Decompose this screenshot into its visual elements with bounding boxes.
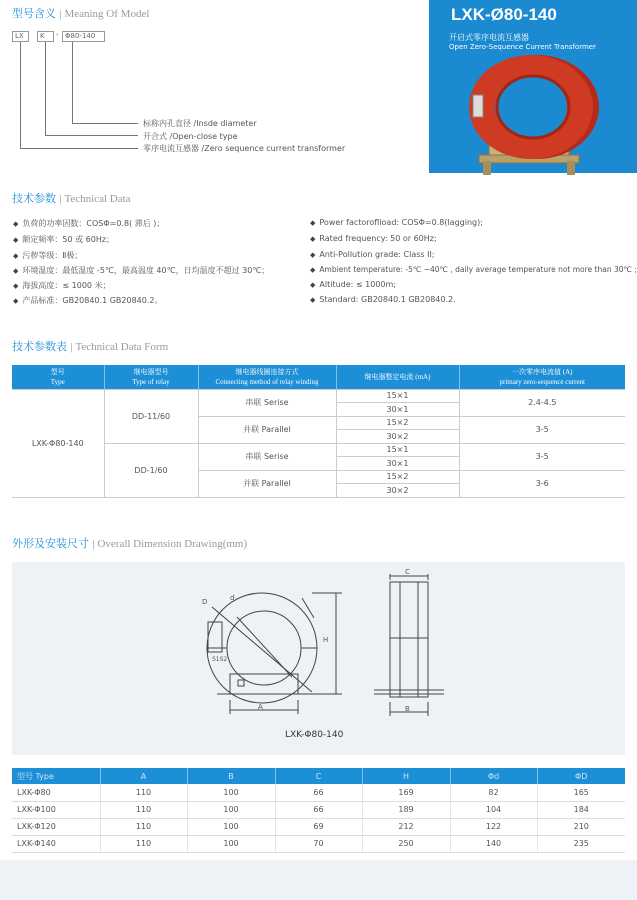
table-header-row [12, 768, 625, 784]
dimension-table [12, 768, 625, 853]
tech-item-en: ◆ Power factoroflload: COSΦ=0.8(lagging); [310, 218, 483, 227]
label-terminals: S1S2 [212, 656, 228, 663]
cell-value: 100 [187, 818, 275, 835]
cell-value: 250 [362, 835, 450, 852]
cell-primary: 3-6 [459, 470, 625, 497]
cell-value: 69 [275, 818, 362, 835]
cell-current: 30×1 [336, 457, 459, 471]
cell-current: 30×2 [336, 430, 459, 444]
dimension-drawing [12, 562, 625, 755]
cell-value: 82 [450, 784, 537, 801]
label-A: A [258, 703, 263, 711]
cell-type: LXK-Φ100 [12, 801, 100, 818]
model-box-k: K [37, 31, 54, 42]
tech-table-title: 技术参数表 | Technical Data Form [12, 340, 169, 353]
model-dash: - [56, 31, 59, 39]
table-row [12, 835, 625, 852]
legend-inside-diameter: 标称内孔直径 /Insde diameter [143, 119, 257, 128]
drawing-caption: LXK-Φ80-140 [285, 730, 344, 740]
cell-connection: 串联 Serise [198, 389, 336, 416]
header-B: B [187, 768, 275, 784]
table-row [12, 818, 625, 835]
tech-item-cn: ◆ 产品标准：GB20840.1 GB20840.2。 [13, 295, 162, 306]
model-box-lx: LX [12, 31, 29, 42]
header-connection: 继电器线圈连接方式 Connecting method of relay winding [198, 365, 336, 389]
cell-value: 100 [187, 801, 275, 818]
cell-value: 210 [537, 818, 625, 835]
header-setting-current: 继电器整定电流 (mA) [336, 365, 459, 389]
table-header-row [12, 365, 625, 389]
header-H: H [362, 768, 450, 784]
table-row [12, 443, 625, 457]
header-primary-current: 一次零序电流值 (A) primary zero-sequence current [459, 365, 625, 389]
cell-type: LXK-Φ80 [12, 784, 100, 801]
cell-relay: DD-1/60 [104, 443, 198, 497]
table-row [12, 389, 625, 403]
tech-item-en: ◆ Rated frequency: 50 or 60Hz; [310, 234, 437, 243]
product-name-en: Open Zero-Sequence Current Transformer [449, 43, 596, 51]
tech-item-en: ◆ Altitude: ≤ 1000m; [310, 280, 396, 289]
table-row [12, 801, 625, 818]
cell-value: 189 [362, 801, 450, 818]
cell-current: 15×2 [336, 470, 459, 484]
label-d: d [230, 594, 235, 602]
cell-type: LXK-Φ120 [12, 818, 100, 835]
cell-value: 184 [537, 801, 625, 818]
cell-value: 110 [100, 835, 187, 852]
cell-connection: 并联 Parallel [198, 416, 336, 443]
product-hero [429, 0, 637, 173]
leader-line [20, 148, 138, 149]
cell-value: 122 [450, 818, 537, 835]
cell-type: LXK-Φ140 [12, 835, 100, 852]
leader-line [72, 123, 138, 124]
header-C: C [275, 768, 362, 784]
header-A: A [100, 768, 187, 784]
tech-item-en: ◆ Standard: GB20840.1 GB20840.2. [310, 295, 456, 304]
cell-connection: 串联 Serise [198, 443, 336, 470]
model-meaning-title: 型号含义 | Meaning Of Model [12, 7, 150, 20]
cell-type: LXK-Φ80-140 [12, 389, 104, 497]
cell-primary: 3-5 [459, 443, 625, 470]
table-row [12, 784, 625, 801]
cell-value: 100 [187, 784, 275, 801]
leader-line [45, 135, 138, 136]
cell-value: 110 [100, 784, 187, 801]
label-B: B [405, 705, 410, 713]
model-box-diameter: Φ80-140 [62, 31, 105, 42]
legend-open-close: 开合式 /Open-close type [143, 132, 238, 141]
cell-value: 212 [362, 818, 450, 835]
cell-primary: 3-5 [459, 416, 625, 443]
product-model: LXK-Ø80-140 [451, 5, 557, 24]
tech-item-cn: ◆ 污秽等级：Ⅱ极； [13, 250, 82, 261]
header-type: 型号 Type [12, 768, 100, 784]
cell-current: 15×1 [336, 443, 459, 457]
cell-connection: 并联 Parallel [198, 470, 336, 497]
label-C: C [405, 568, 410, 576]
header-relay: 继电器型号 Type of relay [104, 365, 198, 389]
header-type: 型号 Type [12, 365, 104, 389]
cell-value: 66 [275, 784, 362, 801]
tech-data-title: 技术参数 | Technical Data [12, 192, 131, 205]
cell-value: 110 [100, 818, 187, 835]
drawing-title: 外形及安装尺寸 | Overall Dimension Drawing(mm) [12, 537, 248, 550]
tech-data-table [12, 365, 625, 498]
label-D: D [202, 598, 208, 606]
cell-value: 110 [100, 801, 187, 818]
header-inner-diameter: Φd [450, 768, 537, 784]
tech-item-en: ◆ Anti-Pollution grade: Class II; [310, 250, 435, 259]
cell-current: 30×1 [336, 403, 459, 417]
cell-value: 104 [450, 801, 537, 818]
cell-value: 169 [362, 784, 450, 801]
leader-line [72, 42, 73, 123]
cell-current: 30×2 [336, 484, 459, 498]
cell-value: 235 [537, 835, 625, 852]
cell-primary: 2.4-4.5 [459, 389, 625, 416]
cell-current: 15×2 [336, 416, 459, 430]
dimension-drawing-svg [12, 562, 625, 755]
tech-item-cn: ◆ 海拔高度：≤ 1000 米； [13, 280, 111, 291]
cell-value: 140 [450, 835, 537, 852]
cell-value: 100 [187, 835, 275, 852]
product-photo [449, 55, 629, 175]
cell-value: 70 [275, 835, 362, 852]
tech-item-cn: ◆ 负荷的功率因数：COSΦ=0.8( 滞后 )； [13, 218, 164, 229]
header-outer-diameter: ΦD [537, 768, 625, 784]
product-name-cn: 开启式零序电流互感器 [449, 33, 529, 42]
cell-value: 66 [275, 801, 362, 818]
leader-line [45, 42, 46, 135]
tech-item-en: ◆ Ambient temperature: -5℃ ~40℃ , daily average temperature not more than 30℃ ; [310, 265, 637, 274]
tech-item-cn: ◆ 环境温度：最低温度 -5℃，最高温度 40℃，日均温度不超过 30℃； [13, 265, 269, 276]
cell-current: 15×1 [336, 389, 459, 403]
label-H: H [323, 636, 329, 644]
page-footer-band [0, 860, 637, 900]
legend-zero-sequence: 零序电流互感器 /Zero sequence current transformer [143, 144, 346, 153]
leader-line [20, 42, 21, 148]
cell-relay: DD-11/60 [104, 389, 198, 443]
tech-item-cn: ◆ 额定频率：50 或 60Hz； [13, 234, 114, 245]
cell-value: 165 [537, 784, 625, 801]
